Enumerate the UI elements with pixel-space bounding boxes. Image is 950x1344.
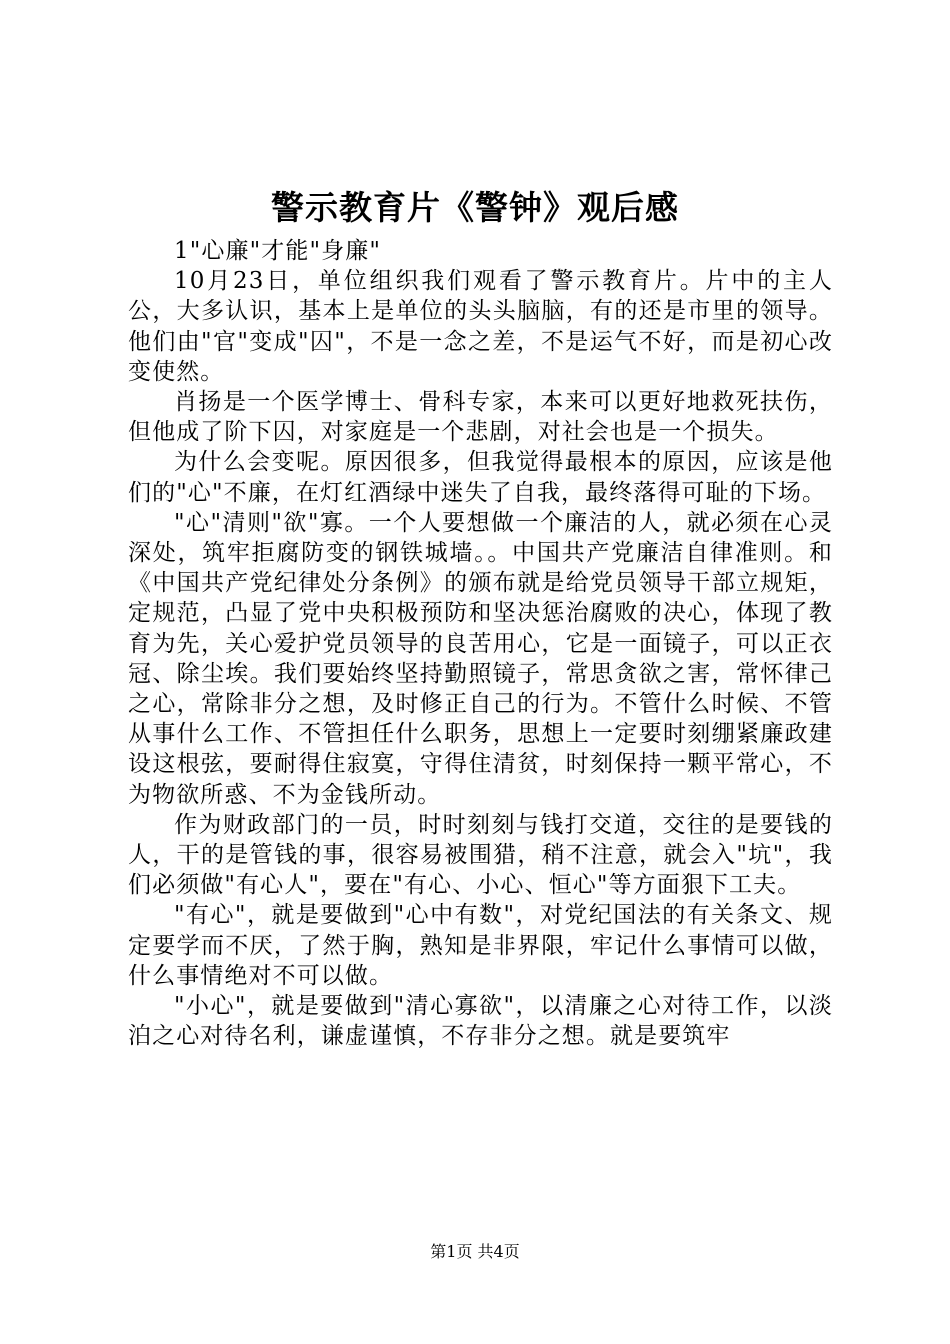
- document-body: [128, 236, 833, 1051]
- page-footer: 第1页 共4页: [430, 1242, 520, 1261]
- paragraph-8: "小心"，就是要做到"清心寡欲"，以清廉之心对待工作，以淡泊之心对待名利，谦虚谨慎，不存非分之想。就是要筑牢: [128, 993, 833, 1050]
- paragraph-7: "有心"，就是要做到"心中有数"，对党纪国法的有关条文、规定要学而不厌，了然于胸，熟知是非界限，牢记什么事情可以做，什么事情绝对不可以做。: [128, 902, 833, 989]
- paragraph-6: 作为财政部门的一员，时时刻刻与钱打交道，交往的是要钱的人，干的是管钱的事，很容易被围猎，稍不注意，就会入"坑"，我们必须做"有心人"，要在"有心、小心、恒心"等方面狠下工夫。: [128, 811, 833, 899]
- paragraph-4: 为什么会变呢。原因很多，但我觉得最根本的原因，应该是他们的"心"不廉，在灯红酒绿中迷失了自我，最终落得可耻的下场。: [128, 449, 833, 506]
- paragraph-2: 10月23日，单位组织我们观看了警示教育片。片中的主人公，大多认识，基本上是单位的头头脑脑，有的还是市里的领导。他们由"官"变成"囚"，不是一念之差，不是运气不好，而是初心改变使然。: [128, 268, 833, 385]
- document-title: 警示教育片《警钟》观后感: [271, 188, 679, 227]
- paragraph-5: "心"清则"欲"寡。一个人要想做一个廉洁的人，就必须在心灵深处，筑牢拒腐防变的钢铁城墙。。中国共产党廉洁自律准则。和《中国共产党纪律处分条例》的颁布就是给党员领导干部立规矩，定规范，凸显了党中央积极预防和坚决惩治腐败的决心，体现了教育为先，关心爱护党员领导的良苦用心，它是一面镜子，可以正衣冠、除尘埃。我们要始终坚持勤照镜子，常思贪欲之害，常怀律己之心，常除非分之想，及时修正自己的行为。不管什么时候、不管从事什么工作、不管担任什么职务，思想上一定要时刻绷紧廉政建设这根弦，要耐得住寂寞，守得住清贫，时刻保持一颗平常心，不为物欲所惑、不为金钱所动。: [128, 509, 833, 808]
- paragraph-1: 1"心廉"才能"身廉": [174, 238, 382, 264]
- paragraph-3: 肖扬是一个医学博士、骨科专家，本来可以更好地救死扶伤，但他成了阶下囚，对家庭是一个悲剧，对社会也是一个损失。: [128, 389, 833, 446]
